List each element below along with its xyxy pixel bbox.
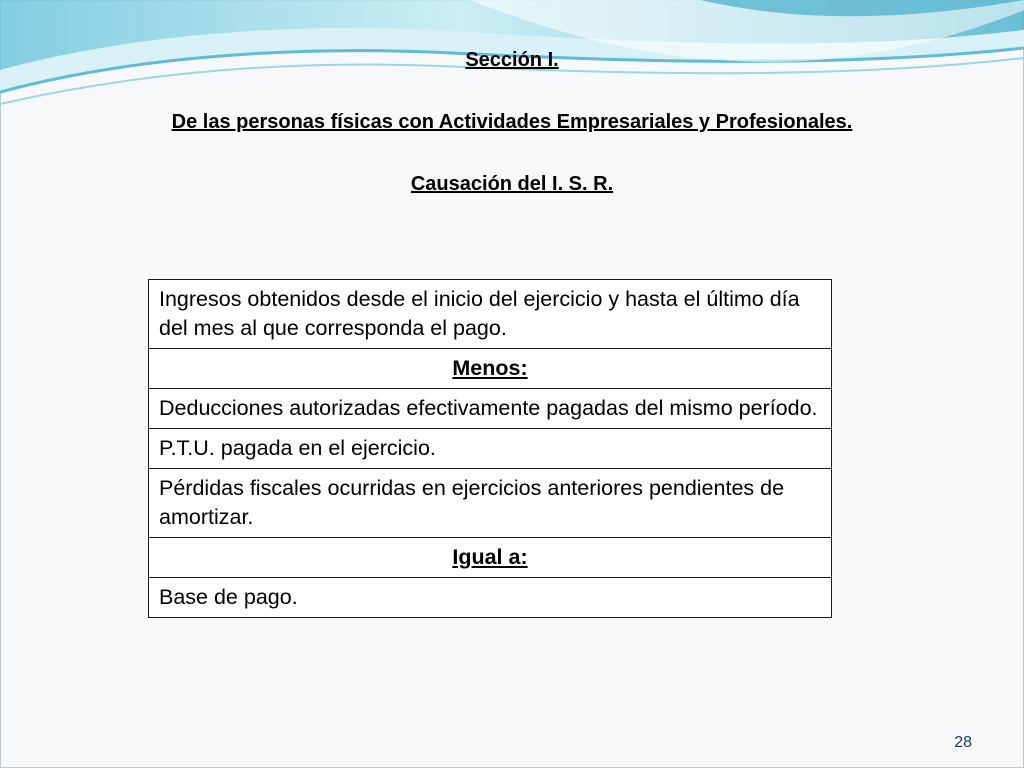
table-row	[149, 280, 832, 349]
page-number: 28	[954, 734, 972, 751]
row-operator-igual: Igual a:	[149, 538, 832, 578]
row-perdidas: Pérdidas fiscales ocurridas en ejercicios anteriores pendientes de amortizar.	[149, 469, 832, 538]
causation-title: Causación del I. S. R.	[410, 173, 614, 195]
row-ingresos: Ingresos obtenidos desde el inicio del ejercicio y hasta el último día del mes al que corresponda el pago.	[149, 280, 832, 349]
table-row	[149, 469, 832, 538]
table-row	[149, 578, 832, 618]
isr-calculation-table	[148, 279, 832, 618]
row-deducciones: Deducciones autorizadas efectivamente pagadas del mismo período.	[149, 389, 832, 429]
table-row	[149, 429, 832, 469]
table-row	[149, 538, 832, 578]
row-ptu: P.T.U. pagada en el ejercicio.	[149, 429, 832, 469]
row-base: Base de pago.	[149, 578, 832, 618]
section-title: Sección I.	[465, 49, 559, 71]
row-operator-menos: Menos:	[149, 349, 832, 389]
table-row	[149, 389, 832, 429]
subtitle: De las personas físicas con Actividades Empresariales y Profesionales.	[171, 111, 853, 133]
table-row	[149, 349, 832, 389]
